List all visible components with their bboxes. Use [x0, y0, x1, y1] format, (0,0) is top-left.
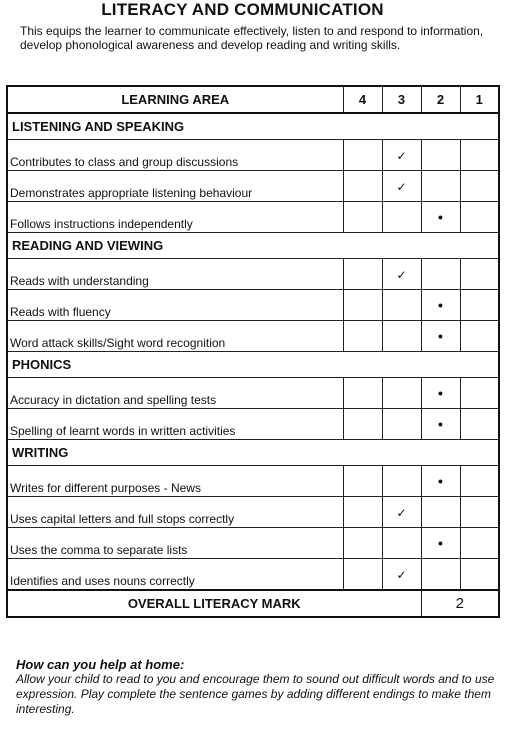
table-row: [7, 497, 499, 528]
criterion-label: Writes for different purposes - News: [7, 466, 343, 497]
dot-mark: •: [438, 328, 443, 344]
grade-cell: [421, 140, 460, 171]
grade-2-header: 2: [421, 86, 460, 113]
section-row: [7, 352, 499, 378]
dot-mark: •: [438, 535, 443, 551]
check-mark: ✓: [396, 148, 407, 163]
grade-cell: [460, 409, 499, 440]
criterion-label: Uses the comma to separate lists: [7, 528, 343, 559]
grade-cell: [460, 321, 499, 352]
table-row: [7, 171, 499, 202]
overall-mark-value: 2: [421, 590, 499, 617]
table-row: [7, 321, 499, 352]
table-row: [7, 466, 499, 497]
dot-mark: •: [438, 209, 443, 225]
table-row: [7, 409, 499, 440]
grade-cell: [343, 497, 382, 528]
grade-cell: [460, 202, 499, 233]
criterion-label: Reads with fluency: [7, 290, 343, 321]
grade-cell: [460, 140, 499, 171]
learning-area-header: LEARNING AREA: [7, 86, 343, 113]
overall-mark-label: OVERALL LITERACY MARK: [7, 590, 421, 617]
section-row: [7, 233, 499, 259]
grade-cell: [421, 290, 460, 321]
criterion-label: Identifies and uses nouns correctly: [7, 559, 343, 591]
criterion-label: Uses capital letters and full stops correctly: [7, 497, 343, 528]
grade-cell: [343, 559, 382, 591]
grade-cell: [382, 497, 421, 528]
grade-cell: [421, 409, 460, 440]
criterion-label: Demonstrates appropriate listening behaviour: [7, 171, 343, 202]
section-row: [7, 113, 499, 140]
section-row: [7, 440, 499, 466]
section-title: PHONICS: [7, 352, 499, 378]
grade-cell: [460, 290, 499, 321]
grade-3-header: 3: [382, 86, 421, 113]
page-title: LITERACY AND COMMUNICATION: [101, 0, 384, 19]
check-mark: ✓: [396, 567, 407, 582]
grade-cell: [421, 466, 460, 497]
grade-cell: [382, 259, 421, 290]
table-row: [7, 290, 499, 321]
grade-cell: [421, 321, 460, 352]
criterion-label: Accuracy in dictation and spelling tests: [7, 378, 343, 409]
section-title: READING AND VIEWING: [7, 233, 499, 259]
grade-cell: [343, 409, 382, 440]
section-title: LISTENING AND SPEAKING: [7, 113, 499, 140]
table-row: [7, 528, 499, 559]
grade-cell: [382, 528, 421, 559]
grade-cell: [382, 290, 421, 321]
grade-cell: [460, 378, 499, 409]
criterion-label: Follows instructions independently: [7, 202, 343, 233]
grade-cell: [382, 559, 421, 591]
grade-cell: [382, 321, 421, 352]
grade-cell: [343, 171, 382, 202]
learning-area-table: [6, 85, 500, 618]
grade-cell: [460, 259, 499, 290]
grade-cell: [343, 290, 382, 321]
grade-cell: [382, 466, 421, 497]
grade-cell: [421, 378, 460, 409]
grade-cell: [421, 528, 460, 559]
grade-cell: [460, 528, 499, 559]
grade-cell: [343, 528, 382, 559]
grade-cell: [382, 202, 421, 233]
table-row: [7, 559, 499, 591]
criterion-label: Word attack skills/Sight word recognition: [7, 321, 343, 352]
grade-cell: [421, 202, 460, 233]
grade-cell: [382, 140, 421, 171]
criterion-label: Reads with understanding: [7, 259, 343, 290]
table-row: [7, 259, 499, 290]
grade-cell: [460, 559, 499, 591]
overall-mark-row: [7, 590, 499, 617]
grade-cell: [343, 140, 382, 171]
check-mark: ✓: [396, 179, 407, 194]
grade-cell: [343, 378, 382, 409]
dot-mark: •: [438, 416, 443, 432]
grade-cell: [343, 259, 382, 290]
criterion-label: Contributes to class and group discussions: [7, 140, 343, 171]
table-row: [7, 378, 499, 409]
grade-cell: [460, 171, 499, 202]
grade-cell: [460, 497, 499, 528]
dot-mark: •: [438, 297, 443, 313]
table-row: [7, 202, 499, 233]
dot-mark: •: [438, 385, 443, 401]
table-row: [7, 140, 499, 171]
home-help-text: Allow your child to read to you and encourage them to sound out difficult words and to use expression. Play complete the sentence games by adding different endings to make them interesting.: [16, 672, 495, 716]
grade-cell: [382, 409, 421, 440]
check-mark: ✓: [396, 505, 407, 520]
grade-cell: [382, 378, 421, 409]
grade-cell: [421, 171, 460, 202]
intro-text: This equips the learner to communicate effectively, listen to and respond to information, develop phonological awareness and develop reading and writing skills.: [20, 24, 484, 52]
check-mark: ✓: [396, 267, 407, 282]
grade-cell: [343, 202, 382, 233]
section-title: WRITING: [7, 440, 499, 466]
table-header-row: [7, 86, 499, 113]
grade-1-header: 1: [460, 86, 499, 113]
grade-cell: [460, 466, 499, 497]
grade-cell: [421, 259, 460, 290]
home-help-section: [16, 657, 496, 717]
grade-cell: [343, 466, 382, 497]
criterion-label: Spelling of learnt words in written activities: [7, 409, 343, 440]
grade-4-header: 4: [343, 86, 382, 113]
grade-cell: [382, 171, 421, 202]
home-help-heading: How can you help at home:: [16, 657, 185, 672]
grade-cell: [343, 321, 382, 352]
grade-cell: [421, 559, 460, 591]
dot-mark: •: [438, 473, 443, 489]
grade-cell: [421, 497, 460, 528]
